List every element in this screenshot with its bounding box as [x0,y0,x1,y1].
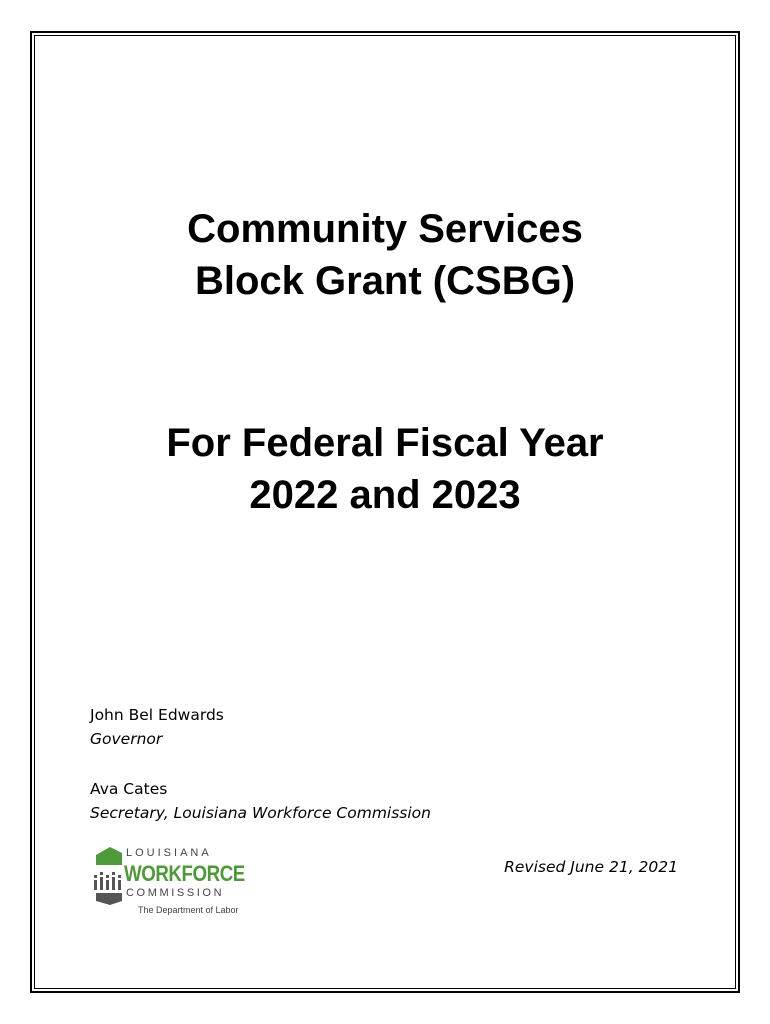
document-title [34,203,736,307]
lwc-logo [92,845,252,921]
official-name-secretary: Ava Cates [90,780,168,798]
title-line-1: Community Services [187,207,583,251]
logo-text-commission: COMMISSION [126,887,225,899]
logo-text-workforce: WORKFORCE [124,861,245,886]
official-role-governor: Governor [90,730,163,748]
officials-block [90,703,431,825]
title-line-2: Block Grant (CSBG) [194,259,576,303]
official-role-secretary: Secretary, Louisiana Workforce Commission [90,804,431,822]
lwc-logo-mark-icon [92,845,126,907]
logo-text-louisiana: LOUISIANA [126,847,212,859]
fiscal-line-1: For Federal Fiscal Year [166,421,604,465]
fiscal-line-2: 2022 and 2023 [249,473,521,517]
fiscal-year-heading [34,417,736,521]
logo-text-department: The Department of Labor [138,905,239,915]
official-name-governor: John Bel Edwards [90,706,224,724]
revised-date: Revised June 21, 2021 [504,858,678,876]
